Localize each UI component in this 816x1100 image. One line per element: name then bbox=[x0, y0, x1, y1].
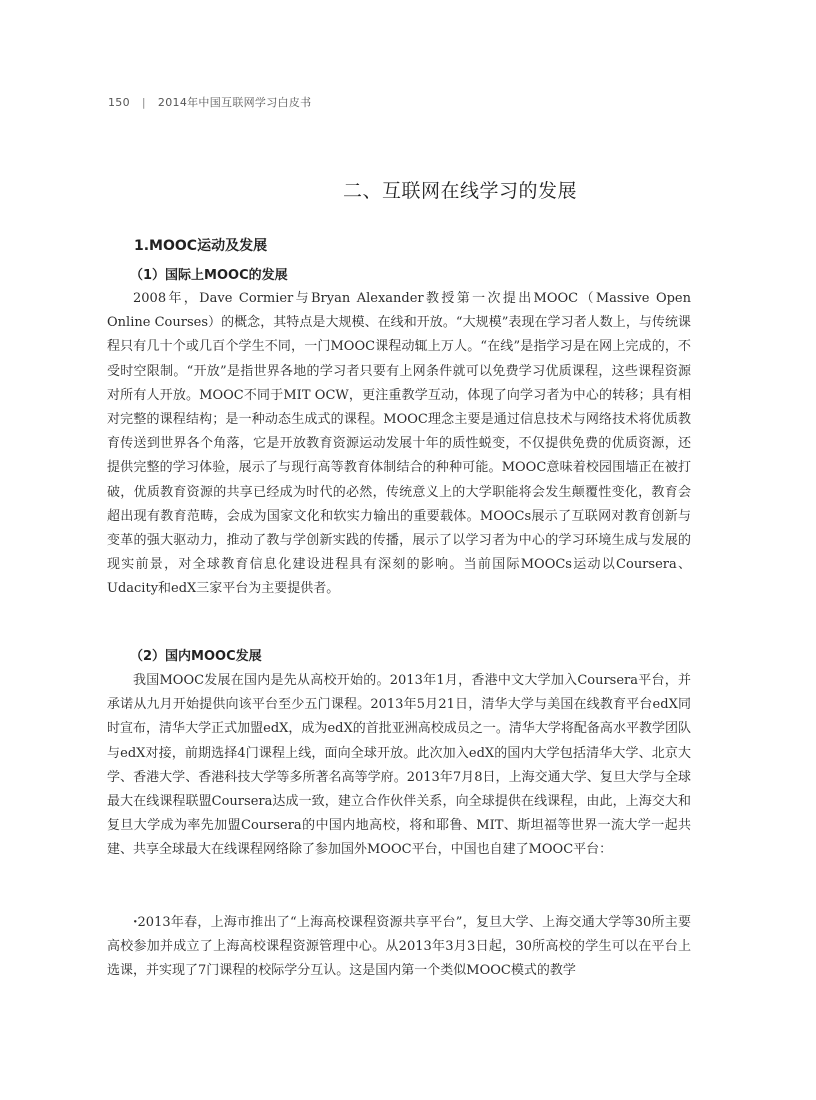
chapter-title: 二、互联网在线学习的发展 bbox=[342, 180, 577, 202]
section-heading: 1.MOOC运动及发展 bbox=[134, 238, 268, 254]
book-title: 2014年中国互联网学习白皮书 bbox=[157, 96, 312, 109]
subsection-heading-international: （1）国际上MOOC的发展 bbox=[130, 268, 288, 283]
paragraph-domestic: 我国MOOC发展在国内是先从高校开始的。2013年1月，香港中文大学加入Coursera平台，并承诺从九月开始提供向该平台至少五门课程。2013年5月21日，清华大学与美国在线教育平台edX同时宣布，清华大学正式加盟edX，成为edX的首批亚洲高校成员之一。清华大学将配备高水平教学团队与edX对接，前期选择4门课程上线，面向全球开放。此次加入edX的国内大学包括清华大学、北京大学、香港大学、香港科技大学等多所著名高等学府。2013年7月8日，上海交通大学、复旦大学与全球最大在线课程联盟Coursera达成一致，建立合作伙伴关系，向全球提供在线课程，由此，上海交大和复旦大学成为率先加盟Coursera的中国内地高校，将和耶鲁、MIT、斯坦福等世界一流大学一起共建、共享全球最大在线课程网络除了参加国外MOOC平台，中国也自建了MOOC平台： bbox=[107, 673, 691, 858]
subsection-heading-domestic: （2）国内MOOC发展 bbox=[130, 649, 262, 664]
page-number: 150 bbox=[108, 96, 130, 109]
bullet-text: 2013年春，上海市推出了“上海高校课程资源共享平台”，复旦大学、上海交通大学等30所主要高校参加并成立了上海高校课程资源管理中心。从2013年3月3日起，30所高校的学生可以在平台上选课，并实现了7门课程的校际学分互认。这是国内第一个类似MOOC模式的教学 bbox=[107, 915, 691, 979]
bullet-paragraph bbox=[107, 911, 691, 984]
header-separator: | bbox=[141, 96, 146, 109]
bullet-marker: · bbox=[133, 915, 138, 930]
paragraph-international: 2008年，Dave Cormier与Bryan Alexander教授第一次提出MOOC（Massive Open Online Courses）的概念，其特点是大规模、在线和开放。“大规模”表现在学习者人数上，与传统课程只有几十个或几百个学生不同，一门MOOC课程动辄上万人。“在线”是指学习是在网上完成的，不受时空限制。“开放”是指世界各地的学习者只要有上网条件就可以免费学习优质课程，这些课程资源对所有人开放。MOOC不同于MIT OCW，更注重教学互动，体现了向学习者为中心的转移；具有相对完整的课程结构；是一种动态生成式的课程。MOOC理念主要是通过信息技术与网络技术将优质教育传送到世界各个角落，它是开放教育资源运动发展十年的质性蜕变，不仅提供免费的优质资源，还提供完整的学习体验，展示了与现行高等教育体制结合的种种可能。MOOC意味着校园围墙正在被打破，优质教育资源的共享已经成为时代的必然，传统意义上的大学职能将会发生颠覆性变化，教育会超出现有教育范畴，会成为国家文化和软实力输出的重要载体。MOOCs展示了互联网对教育创新与变革的强大驱动力，推动了教与学创新实践的传播，展示了以学习者为中心的学习环境生成与发展的现实前景，对全球教育信息化建设进程具有深刻的影响。当前国际MOOCs运动以Coursera、Udacity和edX三家平台为主要提供者。 bbox=[107, 291, 691, 597]
running-header bbox=[108, 94, 311, 110]
